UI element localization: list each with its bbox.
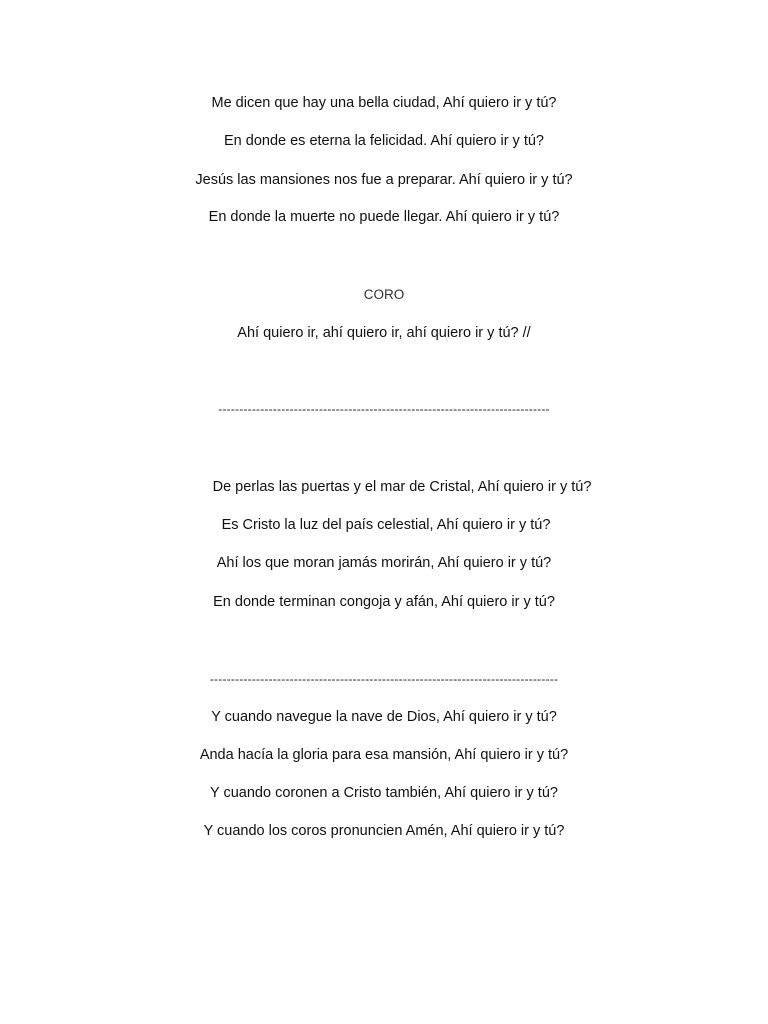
chorus-label: CORO [363, 287, 405, 302]
verse2-line-2: Es Cristo la luz del país celestial, Ahí quiero ir y tú? [221, 517, 551, 533]
verse1-line-2: En donde es eterna la felicidad. Ahí quiero ir y tú? [223, 133, 544, 149]
verse2-line-3: Ahí los que moran jamás morirán, Ahí quiero ir y tú? [216, 555, 552, 571]
verse1-line-1: Me dicen que hay una bella ciudad, Ahí quiero ir y tú? [211, 95, 557, 111]
verse3-line-3: Y cuando coronen a Cristo también, Ahí quiero ir y tú? [210, 785, 558, 801]
verse3-line-4: Y cuando los coros pronuncien Amén, Ahí quiero ir y tú? [203, 823, 565, 839]
verse3-line-2: Anda hacía la gloria para esa mansión, Ahí quiero ir y tú? [199, 747, 569, 763]
verse2-line-4: En donde terminan congoja y afán, Ahí quiero ir y tú? [213, 594, 555, 610]
verse2-line-1: De perlas las puertas y el mar de Cristal, Ahí quiero ir y tú? [212, 479, 592, 495]
chorus-line: Ahí quiero ir, ahí quiero ir, ahí quiero ir y tú? // [237, 325, 531, 341]
verse1-line-3: Jesús las mansiones nos fue a preparar. Ahí quiero ir y tú? [195, 172, 573, 188]
section-divider-1: ------------------------------------------------------------------------------- [218, 402, 550, 416]
verse1-line-4: En donde la muerte no puede llegar. Ahí quiero ir y tú? [208, 209, 560, 225]
section-divider-2: ----------------------------------------------------------------------------------- [209, 672, 559, 686]
verse3-line-1: Y cuando navegue la nave de Dios, Ahí quiero ir y tú? [211, 709, 557, 725]
